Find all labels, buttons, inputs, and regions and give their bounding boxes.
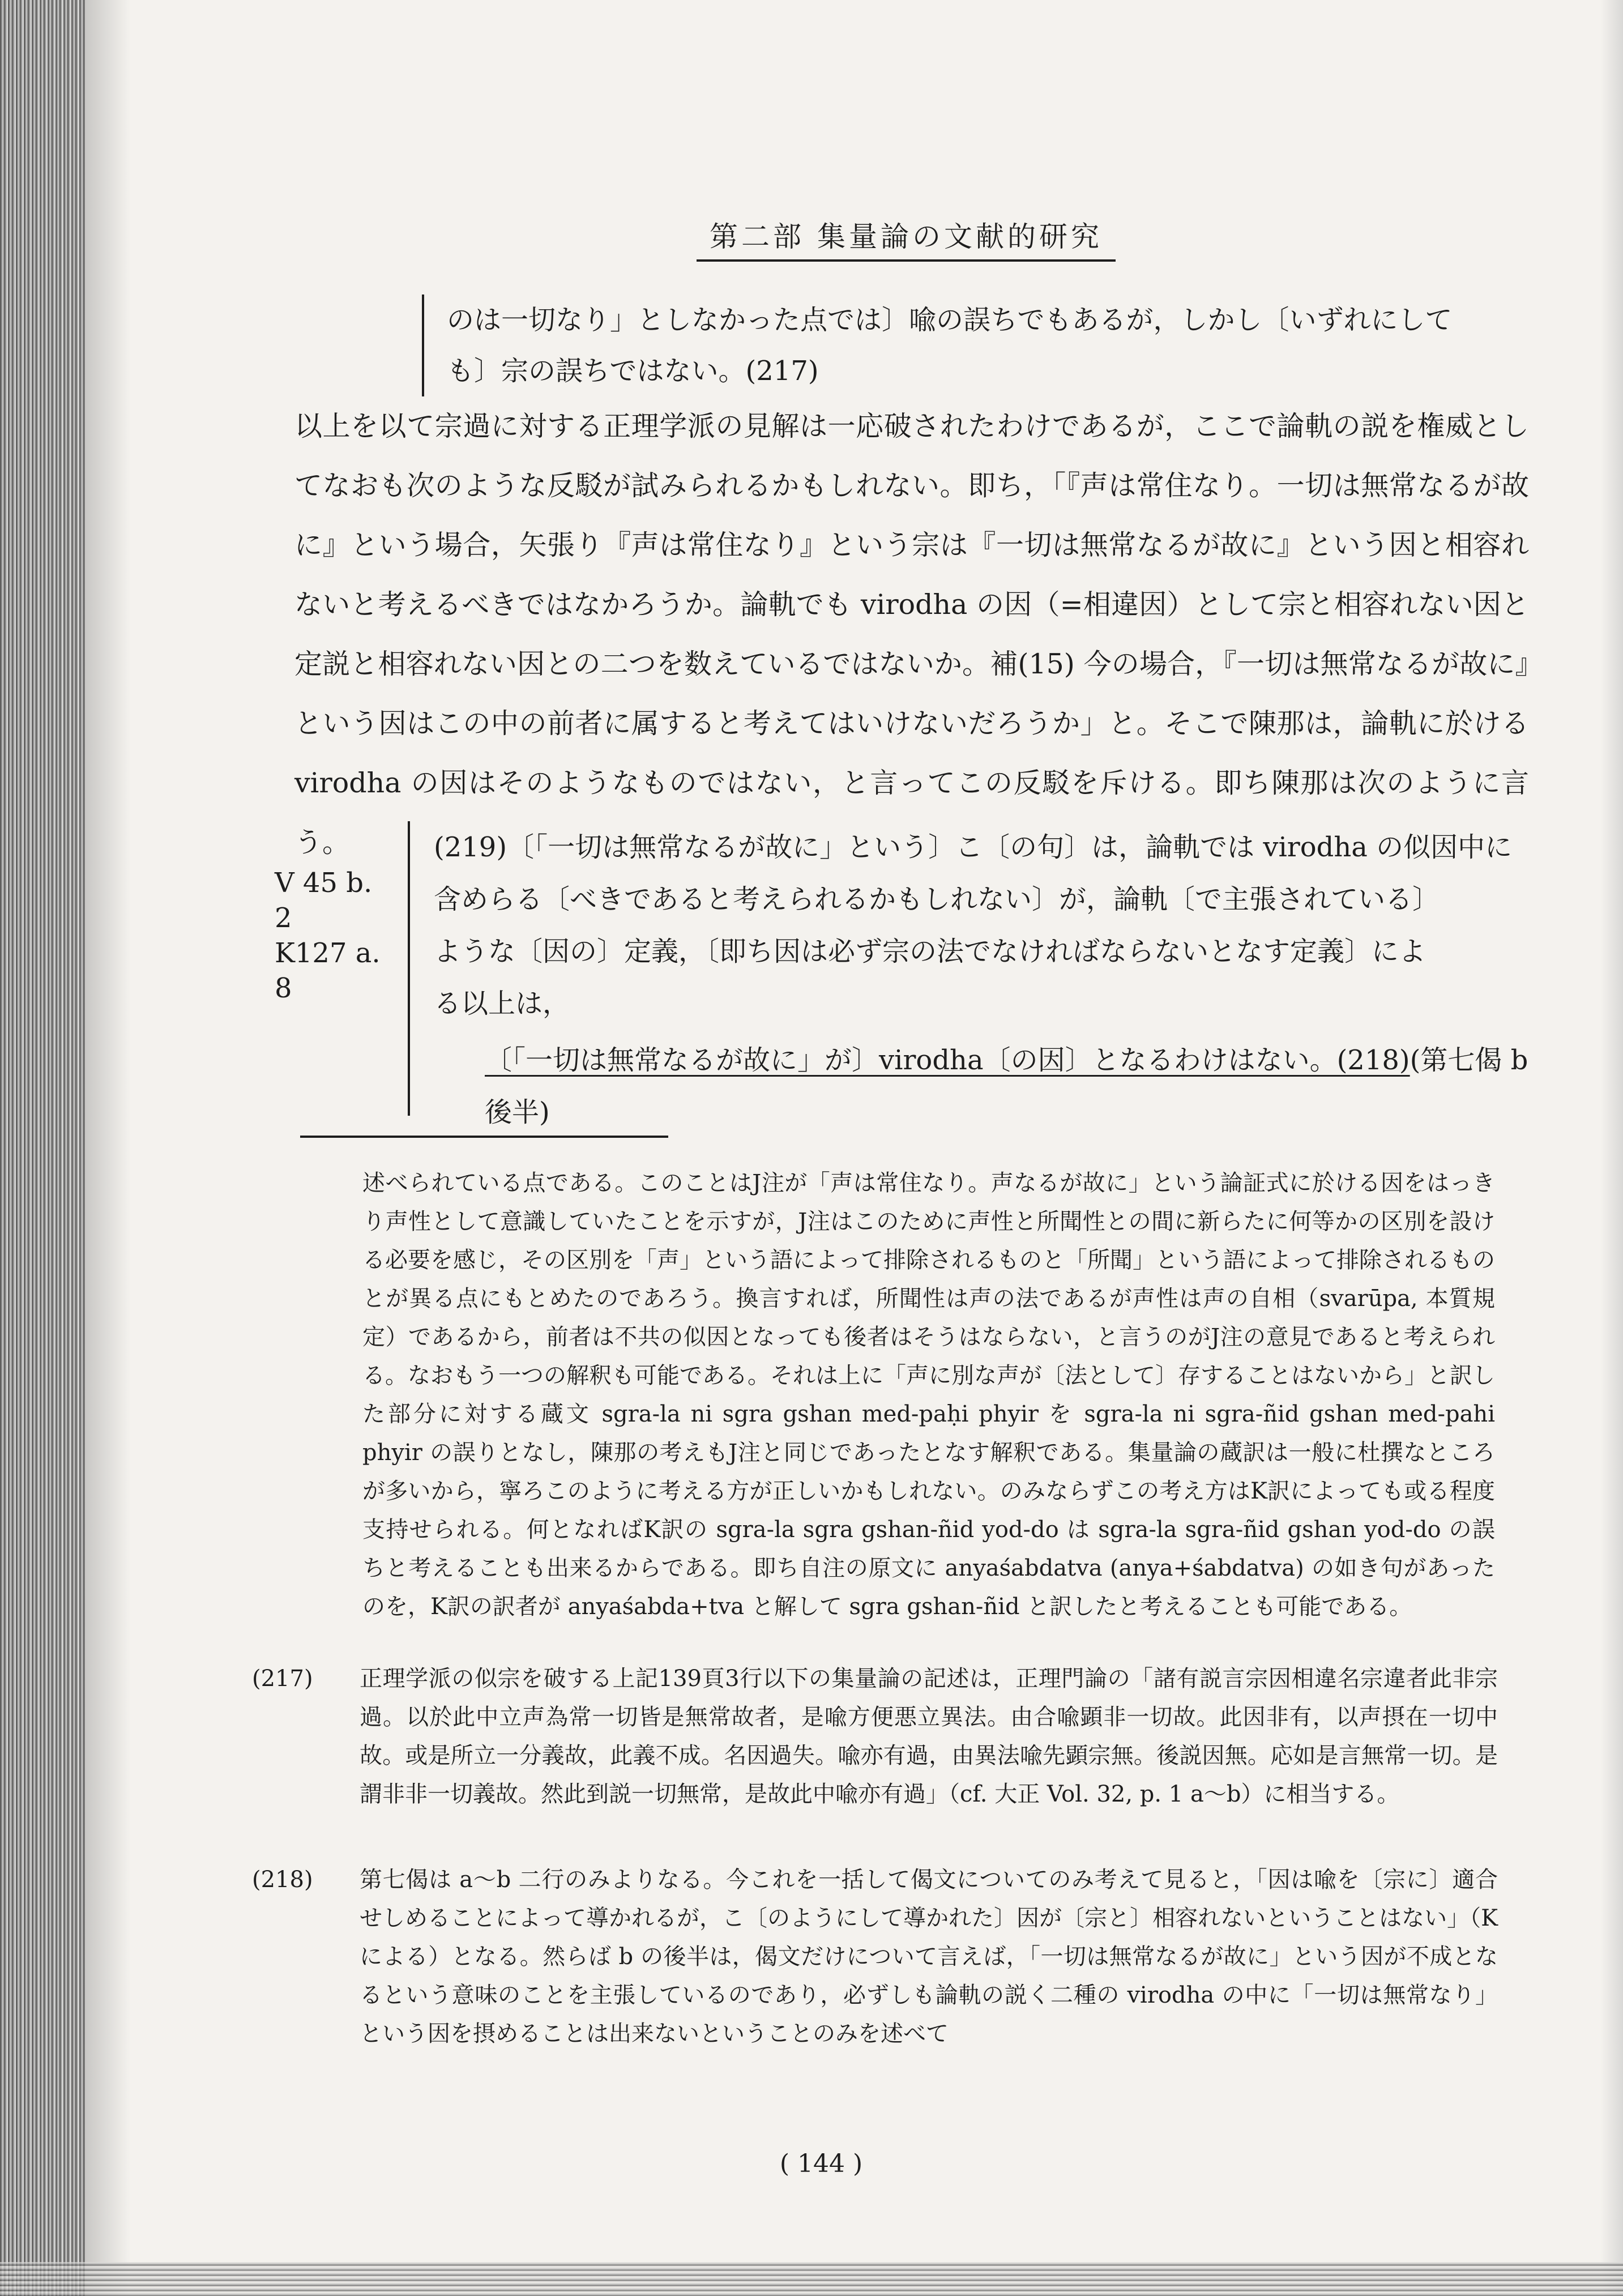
- page-bottom-edge: [0, 2262, 1623, 2296]
- footnote-continuation: 述べられている点である。このことはJ注が「声は常住なり。声なるが故に」という論証式に於ける因をはっきり声性として意識していたことを示すが，J注はこのために声性と所聞性との間に新らたに何等かの区別を設ける必要を感じ，その区別を「声」という語によって排除されるものと「所聞」という語によって排除されるものとが異る点にもとめたのであろう。換言すれば，所聞性は声の法であるが声性は声の自相（svarūpa, 本質規定）であるから，前者は不共の似因となっても後者はそうはならない，と言うのがJ注の意見であると考えられる。なおもう一つの解釈も可能である。それは上に「声に別な声が〔法として〕存することはないから」と訳した部分に対する蔵文 sgra-la ni sgra gshan med-paḥi phyir を sgra-la ni sgra-ñid gshan med-pahi phyir の誤りとなし，陳那の考えもJ注と同じであったとなす解釈である。集量論の蔵訳は一般に杜撰なところが多いから，寧ろこのように考える方が正しいかもしれない。のみならずこの考え方はK訳によっても或る程度支持せられる。何となればK訳の sgra-la sgra gshan-ñid yod-do は sgra-la sgra-ñid gshan yod-do の誤ちと考えることも出来るからである。即ち自注の原文に anyaśabdatva (anya+śabdatva) の如き句があったのを，K訳の訳者が anyaśabda+tva と解して sgra gshan-ñid と訳したと考えることも可能である。: [362, 1170, 1495, 1620]
- verse-block: [275, 821, 1537, 1138]
- footnote-text: 第七偈は a～b 二行のみよりなる。今これを一括して偈文についてのみ考えて見ると，「因は喩を〔宗に〕適合せしめることによって導かれるが，こ〔のようにして導かれた〕因が〔宗と〕相容れないということはない」（Kによる）となる。然らば b の後半は，偈文だけについて言えば，「一切は無常なるが故に」という因が不成となるという意味のことを主張しているのであり，必ずしも論軌の説く二種の virodha の中に「一切は無常なり」という因を摂めることは出来ないということのみを述べて: [360, 1867, 1498, 2047]
- verse-line: る以上は，: [434, 988, 570, 1019]
- verse-note: (第七偈 b: [1410, 1044, 1528, 1076]
- verse-tail: 後半): [485, 1096, 550, 1128]
- main-paragraph: 以上を以て宗過に対する正理学派の見解は一応破されたわけであるが，ここで論軌の説を権威としてなおも次のような反駁が試みられるかもしれない。即ち，「『声は常住なり。一切は無常なるが故に』という場合，矢張り『声は常住なり』という宗は『一切は無常なるが故に』という因と相容れないと考えるべきではなかろうか。論軌でも virodha の因（=相違因）として宗と相容れない因と定説と相容れない因との二つを数えているではないか。補(15) 今の場合，『一切は無常なるが故に』という因はこの中の前者に属すると考えてはいけないだろうか」と。そこで陳那は，論軌に於ける virodha の因はそのようなものではない，と言ってこの反駁を斥ける。即ち陳那は次のように言う。: [294, 410, 1529, 859]
- footnote-number: (218): [252, 1867, 313, 1893]
- verse-underlined-line: [485, 1034, 1535, 1086]
- verse-ref: K127 a. 8: [275, 937, 381, 1004]
- verse-references: [275, 865, 394, 1006]
- quote-line: も〕宗の誤ちではない。(217): [447, 355, 819, 387]
- footnote-217: [252, 1659, 1498, 1813]
- running-head: 第二部 集量論の文献的研究: [697, 214, 1116, 262]
- quote-block-top: [422, 295, 1551, 396]
- footnote-number: (217): [252, 1666, 313, 1692]
- verse-line: ような〔因の〕定義，〔即ち因は必ず宗の法でなければならないとなす定義〕によ: [434, 936, 1426, 967]
- footnote-divider: [300, 1136, 668, 1138]
- quote-line: のは一切なり」としなかった点では〕喩の誤ちでもあるが，しかし〔いずれにして: [447, 304, 1453, 336]
- verse-text: [408, 821, 1535, 1128]
- verse-main: 〔「一切は無常なるが故に」が〕virodha〔の因〕となるわけはない。(218): [485, 1044, 1410, 1076]
- page-number: ( 144 ): [779, 2149, 863, 2178]
- gutter-shadow: [85, 0, 130, 2296]
- verse-line: (219)〔「一切は無常なるが故に」という〕こ〔の句〕は，論軌では virodha の似因中に: [434, 831, 1513, 863]
- verse-line: 含めらる〔べきであると考えられるかもしれない〕が，論軌〔で主張されている〕: [434, 884, 1440, 915]
- footnote-text: 正理学派の似宗を破する上記139頁3行以下の集量論の記述は，正理門論の「諸有説言宗因相違名宗違者此非宗過。以於此中立声為常一切皆是無常故者，是喩方便悪立異法。由合喩顕非一切故。此因非有，以声摂在一切中故。或是所立一分義故，此義不成。名因過失。喩亦有過，由異法喩先顕宗無。後説因無。応如是言無常一切。是謂非非一切義故。然此到説一切無常，是故此中喩亦有過」（cf. 大正 Vol. 32, p. 1 a～b）に相当する。: [360, 1666, 1498, 1807]
- page-edge-shadow: [1600, 0, 1623, 2296]
- footnote-218: [252, 1860, 1498, 2053]
- verse-ref: V 45 b. 2: [275, 867, 373, 934]
- book-spine-shadow: [0, 0, 85, 2296]
